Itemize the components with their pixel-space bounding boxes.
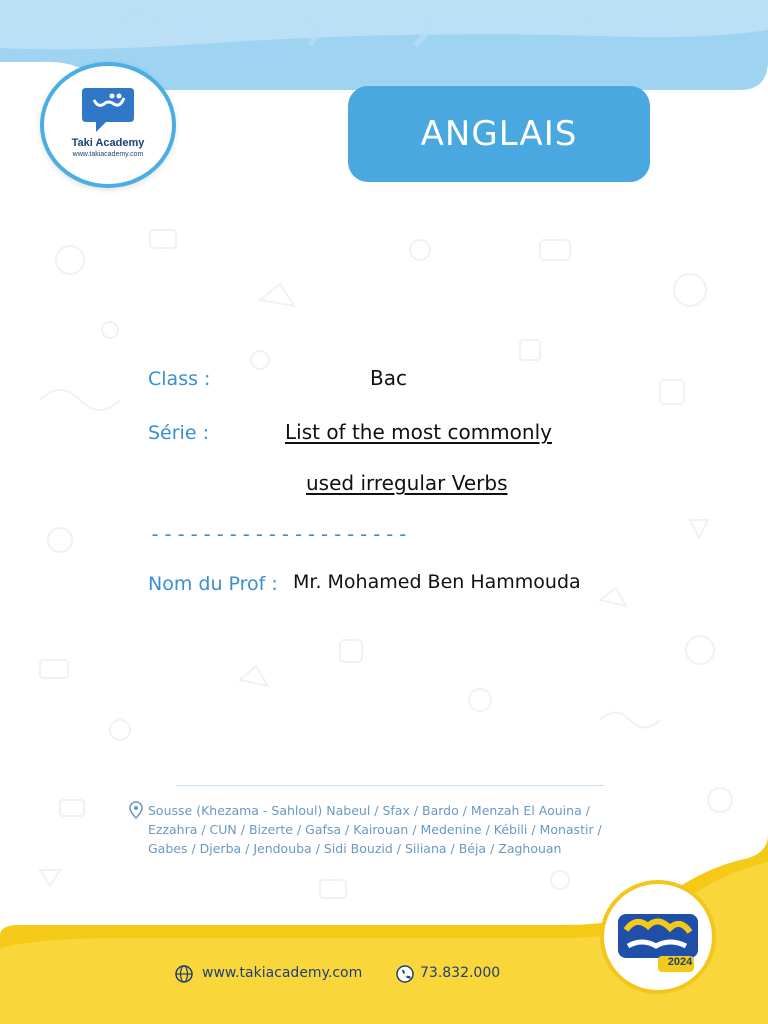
location-pin-icon <box>129 801 143 819</box>
logo-mark-icon <box>80 84 136 134</box>
prof-label: Nom du Prof : <box>148 573 278 595</box>
locations-line2: Ezzahra / CUN / Bizerte / Gafsa / Kairouan / Medenine / Kébili / Monastir / <box>148 822 602 837</box>
class-label: Class : <box>148 368 211 390</box>
serie-value-line1: List of the most commonly <box>285 420 552 444</box>
globe-icon <box>175 965 193 983</box>
separator: -------------------- <box>149 522 410 546</box>
locations-line1: Sousse (Khezama - Sahloul) Nabeul / Sfax / Bardo / Menzah El Aouina / <box>148 803 590 818</box>
serie-value-line2: used irregular Verbs <box>306 471 508 495</box>
phone-icon <box>396 965 414 983</box>
promo-badge-art <box>604 884 712 990</box>
promo-badge <box>600 880 716 994</box>
logo-url: www.takiacademy.com <box>72 151 144 158</box>
website-link[interactable]: www.takiacademy.com <box>202 965 363 981</box>
subject-banner <box>348 86 650 182</box>
logo-name: Taki Academy <box>71 137 145 149</box>
subject-title: ANGLAIS <box>420 114 578 154</box>
divider <box>176 785 604 786</box>
phone-number[interactable]: 73.832.000 <box>420 965 501 981</box>
class-value: Bac <box>370 366 407 390</box>
prof-name: Mr. Mohamed Ben Hammouda <box>293 571 581 593</box>
logo <box>40 62 176 188</box>
badge-year: 2024 <box>667 956 693 968</box>
locations-line3: Gabes / Djerba / Jendouba / Sidi Bouzid / Siliana / Béja / Zaghouan <box>148 841 562 856</box>
serie-label: Série : <box>148 422 209 444</box>
